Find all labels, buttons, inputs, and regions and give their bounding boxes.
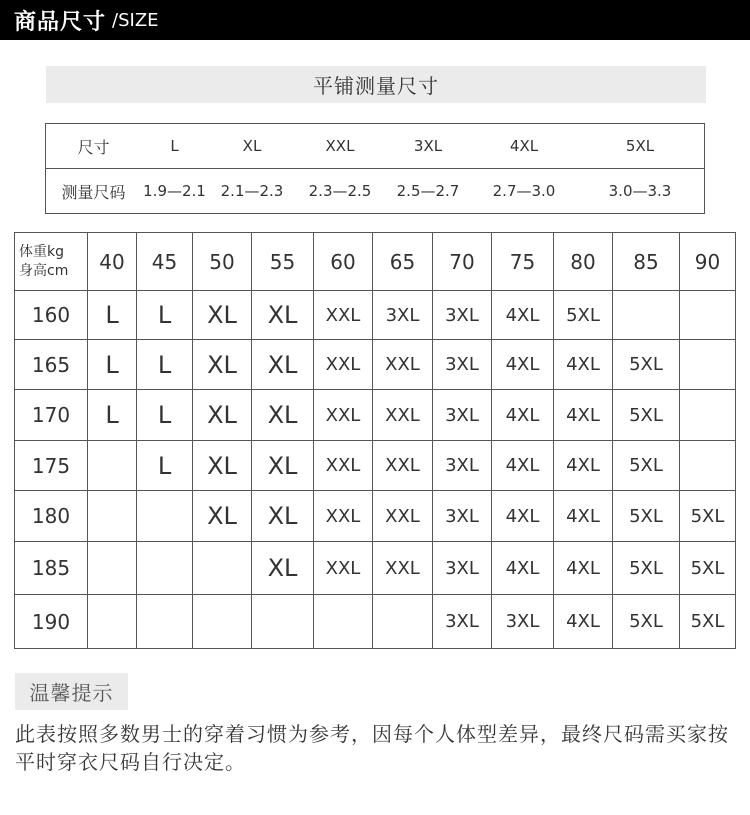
- weight-header-cell: 85: [613, 233, 680, 291]
- size-chart-row: [15, 441, 736, 491]
- measure-table: [45, 123, 705, 214]
- size-cell: 5XL: [613, 542, 680, 595]
- size-cell: L: [88, 340, 137, 390]
- size-cell: XL: [193, 441, 252, 491]
- size-cell: [373, 595, 433, 649]
- size-cell: [613, 291, 680, 340]
- size-cell: XL: [193, 340, 252, 390]
- size-cell: XXL: [314, 491, 373, 542]
- header-title-cn: 商品尺寸: [14, 9, 107, 35]
- size-cell: XXL: [373, 441, 433, 491]
- corner-height-label: 身高cm: [19, 262, 69, 279]
- weight-header-cell: 90: [680, 233, 736, 291]
- size-cell: XXL: [373, 390, 433, 441]
- weight-header-cell: 45: [137, 233, 193, 291]
- size-cell: 5XL: [613, 340, 680, 390]
- size-cell: [88, 542, 137, 595]
- size-cell: 5XL: [680, 542, 736, 595]
- size-chart-row: [15, 491, 736, 542]
- height-cell: 175: [15, 441, 88, 491]
- size-cell: XXL: [314, 291, 373, 340]
- weight-header-cell: 70: [433, 233, 492, 291]
- size-cell: [680, 390, 736, 441]
- size-cell: L: [137, 441, 193, 491]
- size-cell: XXL: [314, 441, 373, 491]
- weight-header-cell: 65: [373, 233, 433, 291]
- size-cell: 4XL: [492, 291, 554, 340]
- size-cell: 4XL: [492, 340, 554, 390]
- size-chart-row: [15, 390, 736, 441]
- size-cell: 5XL: [680, 491, 736, 542]
- size-cell: [680, 340, 736, 390]
- size-cell: 3XL: [433, 542, 492, 595]
- size-cell: 3XL: [433, 340, 492, 390]
- size-cell: [88, 441, 137, 491]
- page-header: [0, 0, 750, 40]
- size-cell: L: [137, 291, 193, 340]
- size-cell: [137, 595, 193, 649]
- tip-text: 此表按照多数男士的穿着习惯为参考，因每个人体型差异，最终尺码需买家按平时穿衣尺码自行决定。: [15, 722, 729, 774]
- size-cell: [193, 595, 252, 649]
- tip-label: 温馨提示: [15, 673, 128, 710]
- size-cell: XXL: [314, 340, 373, 390]
- measure-range-cell: 3.0—3.3: [608, 182, 672, 200]
- size-cell: 4XL: [554, 491, 613, 542]
- size-cell: [137, 542, 193, 595]
- size-cell: 4XL: [492, 491, 554, 542]
- size-cell: XXL: [314, 390, 373, 441]
- size-cell: 5XL: [613, 390, 680, 441]
- weight-header-cell: 55: [252, 233, 314, 291]
- weight-header-cell: 60: [314, 233, 373, 291]
- size-cell: XL: [252, 340, 314, 390]
- size-cell: L: [137, 390, 193, 441]
- size-chart-table: [14, 232, 736, 649]
- height-cell: 165: [15, 340, 88, 390]
- size-cell: 5XL: [613, 595, 680, 649]
- measure-range-cell: 2.5—2.7: [396, 182, 460, 200]
- size-cell: [88, 491, 137, 542]
- size-cell: XXL: [314, 542, 373, 595]
- size-cell: XL: [193, 390, 252, 441]
- size-cell: 3XL: [433, 595, 492, 649]
- size-cell: 5XL: [613, 441, 680, 491]
- size-cell: 4XL: [554, 441, 613, 491]
- size-chart-header-row: [15, 233, 736, 291]
- size-cell: L: [88, 291, 137, 340]
- corner-weight-label: 体重kg: [19, 243, 64, 260]
- height-cell: 170: [15, 390, 88, 441]
- size-cell: 3XL: [433, 390, 492, 441]
- size-cell: XL: [252, 291, 314, 340]
- measure-size-label: 尺寸: [46, 124, 142, 169]
- size-cell: 3XL: [373, 291, 433, 340]
- measure-range-cell: 2.7—3.0: [492, 182, 556, 200]
- size-cell: [680, 441, 736, 491]
- size-cell: 4XL: [492, 441, 554, 491]
- header-title-en: /SIZE: [112, 9, 159, 31]
- measure-size-cell: XL: [208, 124, 296, 169]
- height-cell: 180: [15, 491, 88, 542]
- size-chart-row: [15, 542, 736, 595]
- size-cell: XL: [252, 542, 314, 595]
- size-cell: [137, 491, 193, 542]
- size-cell: 4XL: [554, 340, 613, 390]
- size-cell: [193, 542, 252, 595]
- measure-size-cell: 3XL: [384, 124, 472, 169]
- size-cell: L: [137, 340, 193, 390]
- size-cell: XL: [252, 491, 314, 542]
- size-cell: [252, 595, 314, 649]
- weight-header-cell: 40: [88, 233, 137, 291]
- measure-range-label: 测量尺码: [61, 182, 126, 202]
- size-cell: 5XL: [554, 291, 613, 340]
- size-cell: 3XL: [433, 291, 492, 340]
- height-cell: 160: [15, 291, 88, 340]
- measure-range-cell: 2.3—2.5: [308, 182, 372, 200]
- size-cell: 5XL: [613, 491, 680, 542]
- measure-range-cell: 1.9—2.1: [143, 182, 206, 200]
- size-cell: [88, 595, 137, 649]
- size-cell: 4XL: [554, 542, 613, 595]
- size-cell: 5XL: [680, 595, 736, 649]
- weight-header-cell: 50: [193, 233, 252, 291]
- size-cell: 4XL: [492, 390, 554, 441]
- measure-size-cell: L: [141, 124, 208, 169]
- weight-header-cell: 80: [554, 233, 613, 291]
- size-chart-row: [15, 340, 736, 390]
- measure-range-cell: 2.1—2.3: [220, 182, 284, 200]
- size-chart-row: [15, 595, 736, 649]
- height-cell: 185: [15, 542, 88, 595]
- weight-header-cell: 75: [492, 233, 554, 291]
- size-cell: L: [88, 390, 137, 441]
- size-cell: XXL: [373, 491, 433, 542]
- corner-cell: [15, 233, 88, 291]
- size-cell: XL: [252, 441, 314, 491]
- size-cell: 3XL: [433, 491, 492, 542]
- size-cell: XL: [252, 390, 314, 441]
- measure-size-cell: 5XL: [576, 124, 705, 169]
- flat-measure-title: 平铺测量尺寸: [46, 66, 706, 103]
- size-cell: XXL: [373, 542, 433, 595]
- size-cell: XXL: [373, 340, 433, 390]
- size-chart-row: [15, 291, 736, 340]
- size-cell: [680, 291, 736, 340]
- height-cell: 190: [15, 595, 88, 649]
- measure-range-row: [46, 169, 705, 214]
- size-cell: 3XL: [433, 441, 492, 491]
- size-cell: 4XL: [554, 595, 613, 649]
- size-cell: 4XL: [492, 542, 554, 595]
- size-cell: [314, 595, 373, 649]
- measure-size-row: [46, 124, 705, 169]
- size-cell: 4XL: [554, 390, 613, 441]
- measure-size-cell: XXL: [296, 124, 384, 169]
- size-cell: 3XL: [492, 595, 554, 649]
- size-cell: XL: [193, 291, 252, 340]
- size-cell: XL: [193, 491, 252, 542]
- measure-size-cell: 4XL: [472, 124, 576, 169]
